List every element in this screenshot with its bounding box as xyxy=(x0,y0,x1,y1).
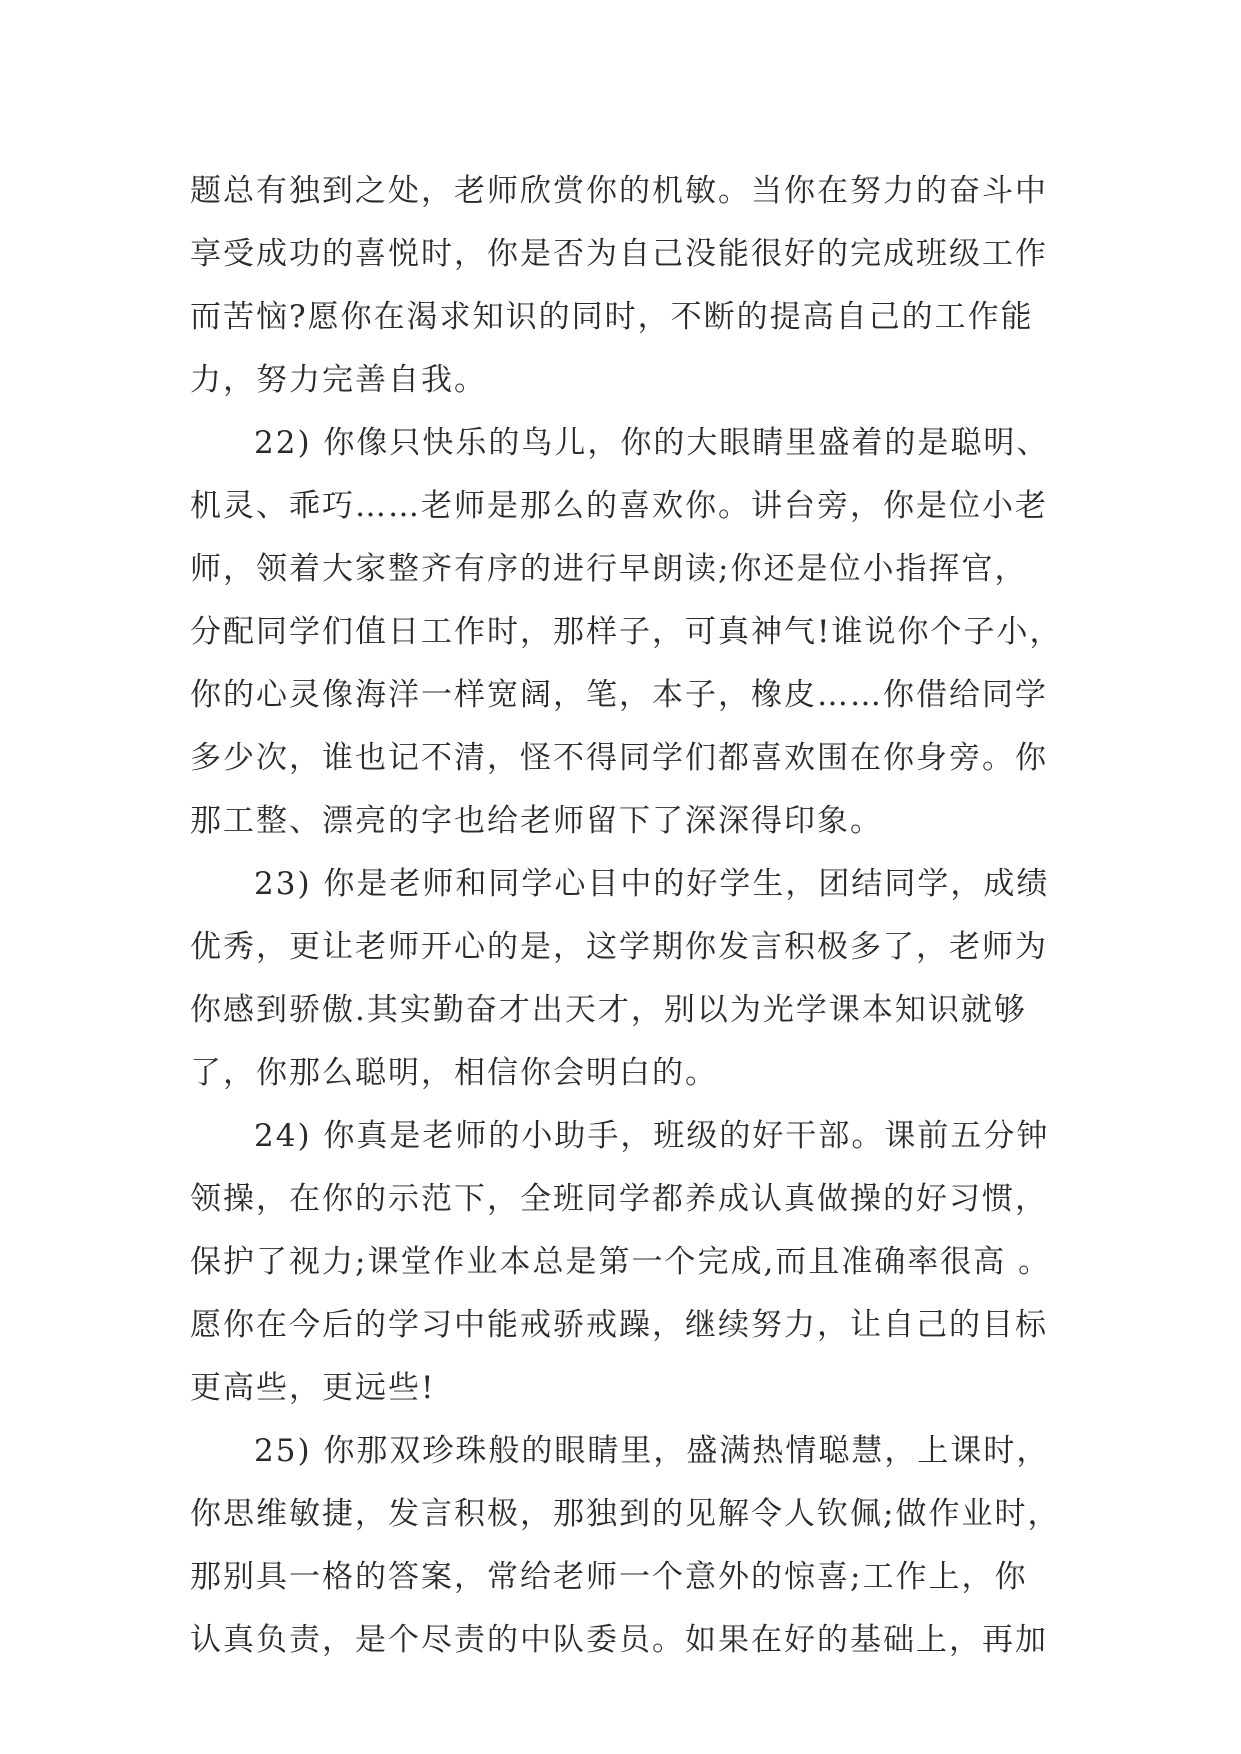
text-line: 你的心灵像海洋一样宽阔，笔，本子，橡皮……你借给同学 xyxy=(190,677,1048,713)
text-line: 25) 你那双珍珠般的眼睛里，盛满热情聪慧，上课时， xyxy=(254,1433,1050,1469)
text-line: 享受成功的喜悦时，你是否为自己没能很好的完成班级工作 xyxy=(190,236,1048,272)
text-line: 你感到骄傲.其实勤奋才出天才，别以为光学课本知识就够 xyxy=(190,992,1027,1028)
text-line: 那别具一格的答案，常给老师一个意外的惊喜;工作上，你 xyxy=(190,1559,1028,1595)
text-line: 分配同学们值日工作时，那样子，可真神气!谁说你个子小， xyxy=(190,614,1063,650)
text-line: 那工整、漂亮的字也给老师留下了深深得印象。 xyxy=(190,803,883,839)
text-line: 认真负责，是个尽责的中队委员。如果在好的基础上，再加 xyxy=(190,1622,1048,1658)
paragraph-24 xyxy=(190,1105,1060,1420)
text-line: 更高些，更远些! xyxy=(190,1370,436,1406)
text-line: 多少次，谁也记不清，怪不得同学们都喜欢围在你身旁。你 xyxy=(190,740,1048,776)
text-line: 你思维敏捷，发言积极，那独到的见解令人钦佩;做作业时， xyxy=(190,1496,1061,1532)
paragraph-25 xyxy=(190,1420,1060,1672)
text-line: 力，努力完善自我。 xyxy=(190,362,487,398)
paragraph-23 xyxy=(190,853,1060,1105)
text-line: 题总有独到之处，老师欣赏你的机敏。当你在努力的奋斗中 xyxy=(190,173,1048,209)
text-line: 而苦恼?愿你在渴求知识的同时，不断的提高自己的工作能 xyxy=(190,299,1034,335)
paragraph-continuation xyxy=(190,160,1060,412)
text-line: 了，你那么聪明，相信你会明白的。 xyxy=(190,1055,718,1091)
text-line: 领操，在你的示范下，全班同学都养成认真做操的好习惯， xyxy=(190,1181,1048,1217)
paragraph-22 xyxy=(190,412,1063,853)
text-line: 优秀，更让老师开心的是，这学期你发言积极多了，老师为 xyxy=(190,929,1048,965)
text-line: 23) 你是老师和同学心目中的好学生，团结同学，成绩 xyxy=(254,866,1050,902)
text-line: 22) 你像只快乐的鸟儿，你的大眼睛里盛着的是聪明、 xyxy=(254,425,1050,461)
text-line: 师，领着大家整齐有序的进行早朗读;你还是位小指挥官， xyxy=(190,551,1028,587)
document-body xyxy=(190,160,1063,1672)
text-line: 24) 你真是老师的小助手，班级的好干部。课前五分钟 xyxy=(254,1118,1050,1154)
text-line: 机灵、乖巧……老师是那么的喜欢你。讲台旁，你是位小老 xyxy=(190,488,1048,524)
text-line: 保护了视力;课堂作业本总是第一个完成,而且准确率很高 。 xyxy=(190,1244,1052,1280)
text-line: 愿你在今后的学习中能戒骄戒躁，继续努力，让自己的目标 xyxy=(190,1307,1048,1343)
